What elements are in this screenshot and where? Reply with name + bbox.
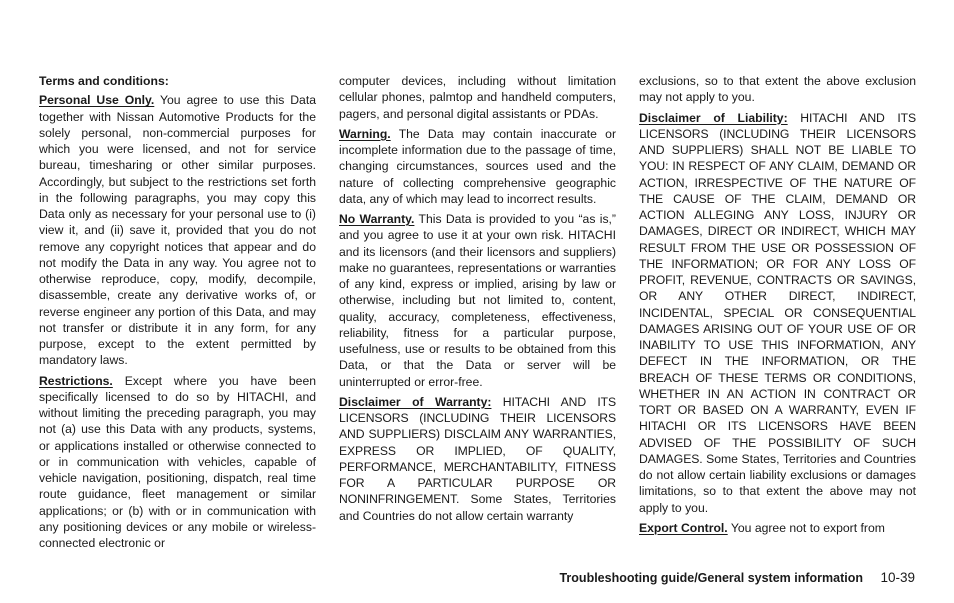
disclaimer-warranty-body: Some States, Territories and Countries do not allow certain warranty (339, 492, 616, 523)
terms-heading: Terms and conditions: (39, 74, 169, 88)
restrictions-title: Restrictions. (39, 373, 113, 388)
footer-section-title: Troubleshooting guide/General system information (559, 571, 863, 585)
text-column-3 (639, 73, 916, 540)
text-column-1 (39, 73, 316, 555)
text-column-2 (339, 73, 616, 528)
disclaimer-liability-body: Some States, Territories and Countries do not allow certain liability exclusions or damages limitations, so to that extent the above may not apply to you. (639, 451, 916, 515)
continuation-paragraph: computer devices, including without limitation cellular phones, palmtop and handheld computers, pagers, and personal digital assistants or PDAs. (339, 74, 616, 121)
disclaimer-warranty-title: Disclaimer of Warranty: (339, 394, 492, 409)
personal-use-title: Personal Use Only. (39, 93, 155, 108)
page-number: 10-39 (880, 570, 915, 585)
page-footer (0, 571, 954, 591)
continuation-paragraph: exclusions, so to that extent the above exclusion may not apply to you. (639, 74, 916, 105)
export-control-paragraph (639, 520, 916, 536)
warning-title: Warning. (339, 126, 391, 141)
warning-paragraph (339, 126, 616, 207)
warning-body: The Data may contain inaccurate or incomplete information due to the passage of time, changing circumstances, sources used and the nature of collecting comprehensive geographic data, any of which may lead to incorrect results. (339, 126, 616, 206)
disclaimer-warranty-caps: HITACHI AND ITS LICENSORS (INCLUDING THEIR LICENSORS AND SUPPLIERS) DISCLAIM ANY WARRANTIES, EXPRESS OR IMPLIED, OF QUALITY, PERFORMANCE, MERCHANTABILITY, FITNESS FOR A PARTICULAR PURPOSE OR NONINFRINGEMENT. (339, 394, 617, 507)
no-warranty-body: This Data is provided to you “as is,” and you agree to use it at your own risk. HITACHI and its licensors (and their licensors and suppliers) make no guarantees, representations or warranties of any kind, express or implied, arising by law or otherwise, including but not limited to, content, quality, accuracy, completeness, effectiveness, reliability, fitness for a particular purpose, usefulness, use or results to be obtained from this Data, or that the Data or server will be uninterrupted or error-free. (339, 212, 616, 389)
restrictions-paragraph (39, 373, 316, 552)
personal-use-body: You agree to use this Data together with Nissan Automotive Products for the solely personal, non-commercial purposes for which you were licensed, and not for service bureau, timesharing or other similar purposes. Accordingly, but subject to the restrictions set forth in the following paragraphs, you may copy this Data only as necessary for your personal use to (i) view it, and (ii) save it, provided that you do not remove any copyright notices that appear and do not modify the Data in any way. You agree not to otherwise reproduce, copy, modify, decompile, disassemble, create any derivative works of, or reverse engineer any portion of this Data, and may not transfer or distribute it in any form, for any purpose, except to the extent permitted by mandatory laws. (39, 93, 316, 368)
export-control-body: You agree not to export from (727, 520, 885, 535)
disclaimer-liability-paragraph (639, 110, 916, 516)
restrictions-body: Except where you have been specifically licensed to do so by HITACHI, and without limiting the preceding paragraph, you may not (a) use this Data with any products, systems, or applications installed or otherwise connected to or in communication with vehicles, capable of vehicle navigation, positioning, dispatch, real time route guidance, fleet management or similar applications; or (b) with or in communication with any positioning devices or any mobile or wireless-connected electronic or (39, 373, 316, 550)
export-control-title: Export Control. (639, 520, 728, 535)
no-warranty-title: No Warranty. (339, 212, 415, 226)
no-warranty-paragraph (339, 211, 616, 390)
personal-use-paragraph (39, 92, 316, 368)
disclaimer-liability-caps: HITACHI AND ITS LICENSORS (INCLUDING THEIR LICENSORS AND SUPPLIERS) SHALL NOT BE LIABLE TO YOU: IN RESPECT OF ANY CLAIM, DEMAND OR ACTION, IRRESPECTIVE OF THE NATURE OF THE CAUSE OF THE CLAIM, DEMAND OR ACTION ALLEGING ANY LOSS, INJURY OR DAMAGES, DIRECT OR INDIRECT, WHICH MAY RESULT FROM THE USE OR POSSESSION OF THE INFORMATION; OR FOR ANY LOSS OF PROFIT, REVENUE, CONTRACTS OR SAVINGS, OR ANY OTHER DIRECT, INDIRECT, INCIDENTAL, SPECIAL OR CONSEQUENTIAL DAMAGES ARISING OUT OF YOUR USE OF OR INABILITY TO USE THIS INFORMATION, ANY DEFECT IN THE INFORMATION, OR THE BREACH OF THESE TERMS OR CONDITIONS, WHETHER IN AN ACTION IN CONTRACT OR TORT OR BASED ON A WARRANTY, EVEN IF HITACHI OR ITS LICENSORS HAVE BEEN ADVISED OF THE POSSIBILITY OF SUCH DAMAGES. (639, 110, 916, 466)
disclaimer-liability-title: Disclaimer of Liability: (639, 110, 788, 125)
disclaimer-warranty-paragraph (339, 394, 616, 524)
